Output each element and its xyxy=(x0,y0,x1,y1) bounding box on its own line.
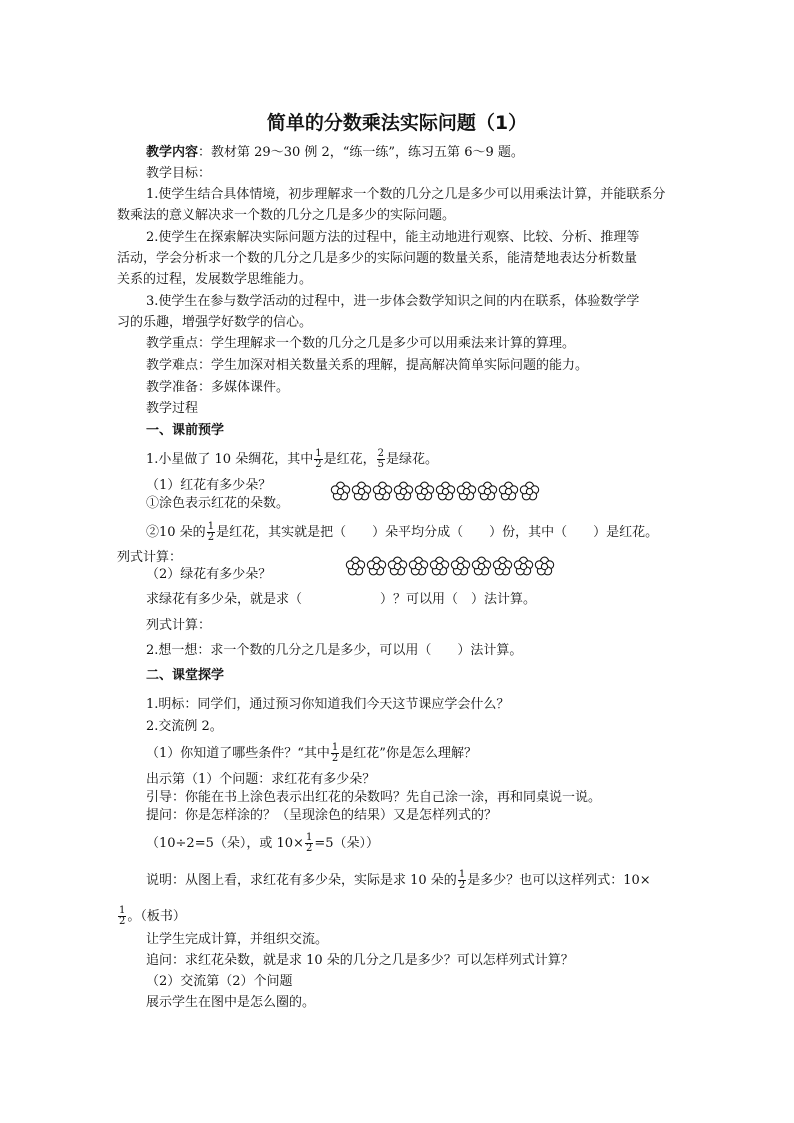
class-complete: 让学生完成计算，并组织交流。 xyxy=(146,932,329,947)
fraction-two-fifths: $\frac{2}{5}$ xyxy=(377,448,384,470)
flower-outline-icon xyxy=(450,556,471,577)
fraction-half: $\frac{1}{2}$ xyxy=(305,832,313,854)
flower-outline-icon xyxy=(366,556,387,577)
flower-outline-icon xyxy=(408,556,429,577)
class-ask: 提问：你是怎样涂的？（呈现涂色的结果）又是怎样列式的？ xyxy=(146,808,498,823)
flower-outline-icon xyxy=(429,556,450,577)
flower-outline-icon xyxy=(345,556,366,577)
flower-outline-icon xyxy=(330,481,351,502)
key-point: 教学重点：学生理解求一个数的几分之几是多少可以用乘法来计算的算理。 xyxy=(146,336,576,351)
teaching-content: 教学内容：教材第 29～30 例 2，“练一练”，练习五第 6～9 题。 xyxy=(146,145,524,160)
flower-outline-icon xyxy=(498,481,519,502)
goal2-line3: 关系的过程，发展数学思维能力。 xyxy=(117,272,313,287)
q1-sub1-hint: ①涂色表示红花的朵数。 xyxy=(146,496,290,511)
class-show-circle: 展示学生在图中是怎么圈的。 xyxy=(146,995,316,1010)
goal1-line1: 1.使学生结合具体情境，初步理解求一个数的几分之几是多少可以用乘法计算，并能联系分 xyxy=(146,187,666,202)
fraction-half: $\frac{1}{2}$ xyxy=(315,448,322,470)
class-step2: 2.交流例 2。 xyxy=(146,719,223,734)
fraction-half: $\frac{1}{2}$ xyxy=(119,905,126,927)
preparation: 教学准备：多媒体课件。 xyxy=(146,380,290,395)
class-q2: （2）交流第（2）个问题 xyxy=(146,974,293,989)
section1-heading: 一、课前预学 xyxy=(146,423,225,438)
process-heading: 教学过程 xyxy=(146,401,199,416)
flower-outline-icon xyxy=(513,556,534,577)
section2-heading: 二、课堂探学 xyxy=(146,668,225,683)
class-show-q1: 出示第（1）个问题：求红花有多少朵？ xyxy=(146,772,376,787)
flower-outline-icon xyxy=(492,556,513,577)
flower-outline-icon xyxy=(387,556,408,577)
class-explain: 说明：从图上看，求红花有多少朵，实际是求 10 朵的 $\frac{1}{2}$ 是多少？也可以这样列式：10× xyxy=(146,869,651,891)
flower-outline-icon xyxy=(534,556,555,577)
fraction-half: $\frac{1}{2}$ xyxy=(207,521,215,543)
q1-sub1: （1）红花有多少朵？ xyxy=(146,478,272,493)
flower-outline-icon xyxy=(519,481,540,502)
question2: 2.想一想：求一个数的几分之几是多少，可以用（ ）法计算。 xyxy=(146,643,523,658)
flower-outline-icon xyxy=(435,481,456,502)
flower-outline-icon xyxy=(414,481,435,502)
goal2-line2: 活动，学会分析求一个数的几分之几是多少的实际问题的数量关系，能清楚地表达分析数量 xyxy=(117,251,638,266)
flower-outline-icon xyxy=(477,481,498,502)
flower-outline-icon xyxy=(456,481,477,502)
class-board: $\frac{1}{2}$ 。（板书） xyxy=(119,905,186,927)
flower-outline-icon xyxy=(351,481,372,502)
fraction-half: $\frac{1}{2}$ xyxy=(331,742,339,764)
flower-row-green xyxy=(345,556,555,577)
class-formula: （10÷2=5（朵），或 10× $\frac{1}{2}$ =5（朵）） xyxy=(146,832,379,854)
class-step1: 1.明标：同学们，通过预习你知道我们今天这节课应学会什么？ xyxy=(146,697,510,712)
q1-sub1-line2: ②10 朵的 $\frac{1}{2}$ 是红花，其实就是把（ ）朵平均分成（ ）份，其中（ ）是红花。 xyxy=(146,521,659,543)
question1: 1.小星做了 10 朵绸花，其中 $\frac{1}{2}$ 是红花， $\frac{2}{5}$ 是绿花。 xyxy=(146,448,438,470)
teaching-goals-label: 教学目标： xyxy=(146,166,212,181)
class-guide: 引导：你能在书上涂色表示出红花的朵数吗？先自己涂一涂，再和同桌说一说。 xyxy=(146,790,602,805)
flower-outline-icon xyxy=(393,481,414,502)
goal1-line2: 数乘法的意义解决求一个数的几分之几是多少的实际问题。 xyxy=(117,208,456,223)
flower-outline-icon xyxy=(471,556,492,577)
class-step2-1: （1）你知道了哪些条件？“其中 $\frac{1}{2}$ 是红花”你是怎么理解？ xyxy=(146,742,477,764)
q1-sub2-text: 求绿花有多少朵，就是求（ ）？可以用（ ）法计算。 xyxy=(146,592,537,607)
flower-outline-icon xyxy=(372,481,393,502)
fraction-half: $\frac{1}{2}$ xyxy=(458,869,466,891)
goal3-line1: 3.使学生在参与数学活动的过程中，进一步体会数学知识之间的内在联系，体验数学学 xyxy=(146,294,640,309)
goal3-line2: 习的乐趣，增强学好数学的信心。 xyxy=(117,315,313,330)
class-followup: 追问：求红花朵数，就是求 10 朵的几分之几是多少？可以怎样列式计算？ xyxy=(146,953,574,968)
list-calc-2: 列式计算： xyxy=(146,618,212,633)
flower-row-red xyxy=(330,481,540,502)
difficulty: 教学难点：学生加深对相关数量关系的理解，提高解决简单实际问题的能力。 xyxy=(146,358,589,373)
list-calc-1: 列式计算： xyxy=(117,550,183,565)
q1-sub2: （2）绿花有多少朵？ xyxy=(146,567,272,582)
goal2-line1: 2.使学生在探索解决实际问题方法的过程中，能主动地进行观察、比较、分析、推理等 xyxy=(146,230,640,245)
page-title: 简单的分数乘法实际问题（1） xyxy=(266,112,528,134)
